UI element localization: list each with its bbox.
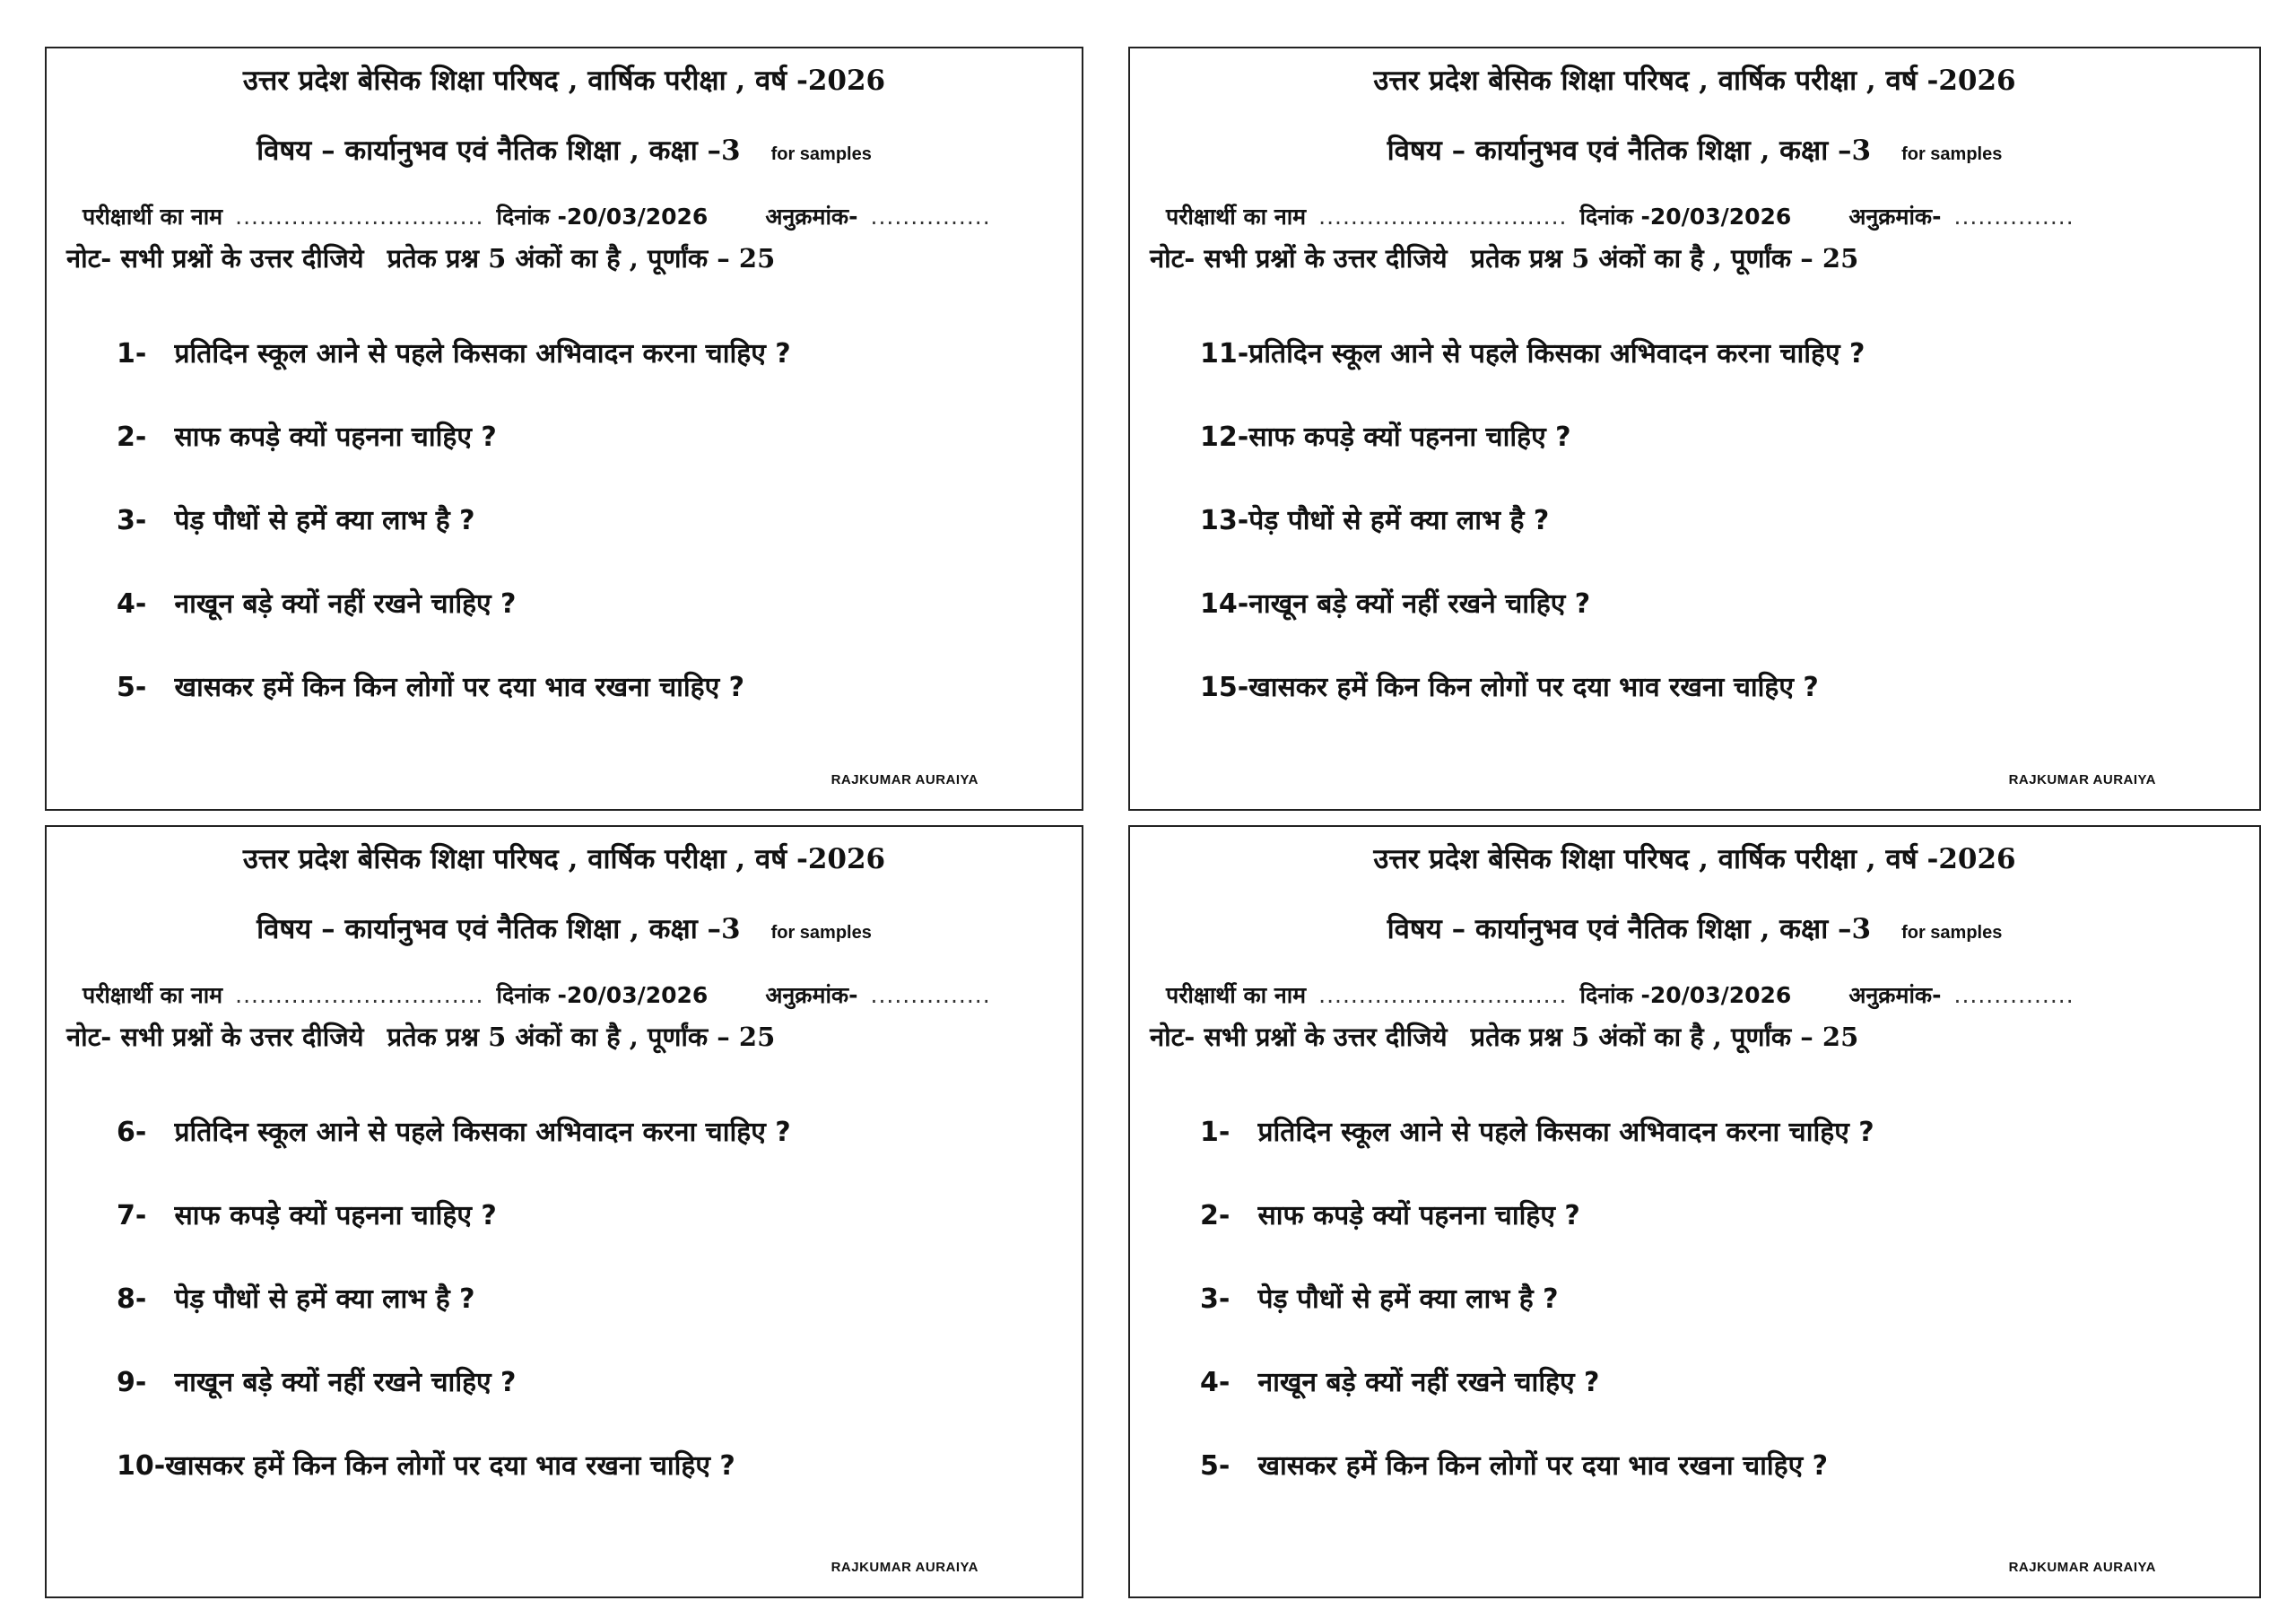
question-number: 6- xyxy=(117,1117,147,1148)
roll-blank: ............... xyxy=(870,204,991,230)
exam-card xyxy=(45,825,1083,1598)
question-item xyxy=(1200,1362,2232,1446)
question-number: 13- xyxy=(1200,505,1249,536)
name-blank: ............................... xyxy=(235,982,484,1008)
note-answer-all: नोट- सभी प्रश्नों के उत्तर दीजिये xyxy=(1150,243,1448,274)
note-marks: प्रतेक प्रश्न 5 अंकों का है , पूर्णांक – 25 xyxy=(387,243,776,274)
question-number: 1- xyxy=(117,338,147,370)
student-info-row xyxy=(83,979,1055,1010)
exam-title: उत्तर प्रदेश बेसिक शिक्षा परिषद , वार्षिक परीक्षा , वर्ष -2026 xyxy=(242,843,886,875)
question-item xyxy=(1200,1279,2232,1362)
exam-date: दिनांक -20/03/2026 xyxy=(1579,204,1792,230)
question-list xyxy=(117,1112,1055,1529)
subject-text: विषय – कार्यानुभव एवं नैतिक शिक्षा , कक्षा –3 xyxy=(1387,135,1872,167)
name-blank: ............................... xyxy=(1318,982,1568,1008)
roll-blank: ............... xyxy=(870,982,991,1008)
samples-label: for samples xyxy=(1901,923,2003,943)
question-text: पेड़ पौधों से हमें क्या लाभ है ? xyxy=(1248,505,1550,536)
student-info-row xyxy=(1166,979,2232,1010)
note-marks: प्रतेक प्रश्न 5 अंकों का है , पूर्णांक – 25 xyxy=(1470,1022,1859,1052)
question-text: खासकर हमें किन किन लोगों पर दया भाव रखना चाहिए ? xyxy=(165,1450,735,1482)
note-marks: प्रतेक प्रश्न 5 अंकों का है , पूर्णांक – 25 xyxy=(1470,243,1859,274)
question-text: साफ कपड़े क्यों पहनना चाहिए ? xyxy=(174,1200,497,1231)
exam-card xyxy=(1128,825,2261,1598)
subject-line xyxy=(47,131,1082,169)
question-number: 15- xyxy=(1200,672,1249,703)
question-number: 1- xyxy=(1200,1117,1231,1148)
subject-text: विषय – कार्यानुभव एवं नैतिक शिक्षा , कक्षा –3 xyxy=(257,913,741,945)
instruction-note xyxy=(66,240,1064,275)
roll-label: अनुक्रमांक- xyxy=(1848,204,1942,230)
question-item xyxy=(117,1112,1055,1196)
instruction-note xyxy=(66,1019,1064,1054)
name-label: परीक्षार्थी का नाम xyxy=(1166,204,1307,230)
note-marks: प्रतेक प्रश्न 5 अंकों का है , पूर्णांक – 25 xyxy=(387,1022,776,1052)
question-text: नाखून बड़े क्यों नहीं रखने चाहिए ? xyxy=(174,588,517,620)
note-answer-all: नोट- सभी प्रश्नों के उत्तर दीजिये xyxy=(1150,1022,1448,1052)
roll-label: अनुक्रमांक- xyxy=(765,982,858,1008)
question-item xyxy=(1200,1446,2232,1529)
note-answer-all: नोट- सभी प्रश्नों के उत्तर दीजिये xyxy=(66,243,364,274)
name-label: परीक्षार्थी का नाम xyxy=(1166,982,1307,1008)
question-list xyxy=(117,334,1055,751)
question-text: प्रतिदिन स्कूल आने से पहले किसका अभिवादन करना चाहिए ? xyxy=(174,338,791,370)
question-number: 11- xyxy=(1200,338,1249,370)
question-item xyxy=(1200,417,2232,500)
question-number: 2- xyxy=(117,422,147,453)
question-text: प्रतिदिन स्कूल आने से पहले किसका अभिवादन करना चाहिए ? xyxy=(1257,1117,1874,1148)
question-number: 10- xyxy=(117,1450,166,1482)
question-text: खासकर हमें किन किन लोगों पर दया भाव रखना चाहिए ? xyxy=(1248,672,1819,703)
question-number: 2- xyxy=(1200,1200,1231,1231)
question-number: 5- xyxy=(1200,1450,1231,1482)
question-item xyxy=(1200,667,2232,751)
question-text: प्रतिदिन स्कूल आने से पहले किसका अभिवादन करना चाहिए ? xyxy=(1248,338,1866,370)
question-text: साफ कपड़े क्यों पहनना चाहिए ? xyxy=(1248,422,1571,453)
instruction-note xyxy=(1150,1019,2241,1054)
exam-date: दिनांक -20/03/2026 xyxy=(496,204,709,230)
author-credit: RAJKUMAR AURAIYA xyxy=(831,1560,978,1575)
question-item xyxy=(117,500,1055,584)
name-label: परीक्षार्थी का नाम xyxy=(83,982,223,1008)
samples-label: for samples xyxy=(770,144,872,164)
exam-card xyxy=(45,47,1083,811)
name-blank: ............................... xyxy=(1318,204,1568,230)
question-item xyxy=(117,1196,1055,1279)
note-answer-all: नोट- सभी प्रश्नों के उत्तर दीजिये xyxy=(66,1022,364,1052)
student-info-row xyxy=(83,201,1055,231)
samples-label: for samples xyxy=(770,923,872,943)
question-item xyxy=(1200,500,2232,584)
subject-text: विषय – कार्यानुभव एवं नैतिक शिक्षा , कक्षा –3 xyxy=(1387,913,1872,945)
question-number: 7- xyxy=(117,1200,147,1231)
subject-line xyxy=(47,909,1082,947)
name-label: परीक्षार्थी का नाम xyxy=(83,204,223,230)
exam-card xyxy=(1128,47,2261,811)
name-blank: ............................... xyxy=(235,204,484,230)
question-item xyxy=(117,417,1055,500)
question-item xyxy=(117,1279,1055,1362)
subject-line xyxy=(1130,131,2259,169)
question-text: खासकर हमें किन किन लोगों पर दया भाव रखना चाहिए ? xyxy=(174,672,745,703)
roll-blank: ............... xyxy=(1953,982,2074,1008)
question-number: 3- xyxy=(117,505,147,536)
question-text: पेड़ पौधों से हमें क्या लाभ है ? xyxy=(174,505,475,536)
question-list xyxy=(1200,334,2232,751)
question-item xyxy=(1200,334,2232,417)
instruction-note xyxy=(1150,240,2241,275)
question-number: 9- xyxy=(117,1367,147,1398)
question-text: पेड़ पौधों से हमें क्या लाभ है ? xyxy=(1257,1283,1559,1315)
exam-title: उत्तर प्रदेश बेसिक शिक्षा परिषद , वार्षिक परीक्षा , वर्ष -2026 xyxy=(1373,843,2016,875)
exam-title: उत्तर प्रदेश बेसिक शिक्षा परिषद , वार्षिक परीक्षा , वर्ष -2026 xyxy=(1373,65,2016,97)
author-credit: RAJKUMAR AURAIYA xyxy=(2008,1560,2156,1575)
roll-blank: ............... xyxy=(1953,204,2074,230)
question-text: साफ कपड़े क्यों पहनना चाहिए ? xyxy=(1257,1200,1580,1231)
question-number: 4- xyxy=(117,588,147,620)
exam-title: उत्तर प्रदेश बेसिक शिक्षा परिषद , वार्षिक परीक्षा , वर्ष -2026 xyxy=(242,65,886,97)
subject-text: विषय – कार्यानुभव एवं नैतिक शिक्षा , कक्षा –3 xyxy=(257,135,741,167)
author-credit: RAJKUMAR AURAIYA xyxy=(831,772,978,787)
question-number: 8- xyxy=(117,1283,147,1315)
subject-line xyxy=(1130,909,2259,947)
question-item xyxy=(1200,1112,2232,1196)
author-credit: RAJKUMAR AURAIYA xyxy=(2008,772,2156,787)
question-number: 3- xyxy=(1200,1283,1231,1315)
question-item xyxy=(117,1446,1055,1529)
question-item xyxy=(1200,584,2232,667)
question-number: 14- xyxy=(1200,588,1249,620)
student-info-row xyxy=(1166,201,2232,231)
question-text: खासकर हमें किन किन लोगों पर दया भाव रखना चाहिए ? xyxy=(1257,1450,1829,1482)
roll-label: अनुक्रमांक- xyxy=(765,204,858,230)
question-item xyxy=(1200,1196,2232,1279)
question-number: 5- xyxy=(117,672,147,703)
exam-date: दिनांक -20/03/2026 xyxy=(496,982,709,1008)
question-text: नाखून बड़े क्यों नहीं रखने चाहिए ? xyxy=(1248,588,1591,620)
samples-label: for samples xyxy=(1901,144,2003,164)
question-text: नाखून बड़े क्यों नहीं रखने चाहिए ? xyxy=(174,1367,517,1398)
question-number: 4- xyxy=(1200,1367,1231,1398)
question-item xyxy=(117,334,1055,417)
question-list xyxy=(1200,1112,2232,1529)
question-item xyxy=(117,667,1055,751)
question-number: 12- xyxy=(1200,422,1249,453)
roll-label: अनुक्रमांक- xyxy=(1848,982,1942,1008)
question-text: प्रतिदिन स्कूल आने से पहले किसका अभिवादन करना चाहिए ? xyxy=(174,1117,791,1148)
question-item xyxy=(117,584,1055,667)
exam-date: दिनांक -20/03/2026 xyxy=(1579,982,1792,1008)
question-item xyxy=(117,1362,1055,1446)
question-text: पेड़ पौधों से हमें क्या लाभ है ? xyxy=(174,1283,475,1315)
question-text: साफ कपड़े क्यों पहनना चाहिए ? xyxy=(174,422,497,453)
question-text: नाखून बड़े क्यों नहीं रखने चाहिए ? xyxy=(1257,1367,1600,1398)
